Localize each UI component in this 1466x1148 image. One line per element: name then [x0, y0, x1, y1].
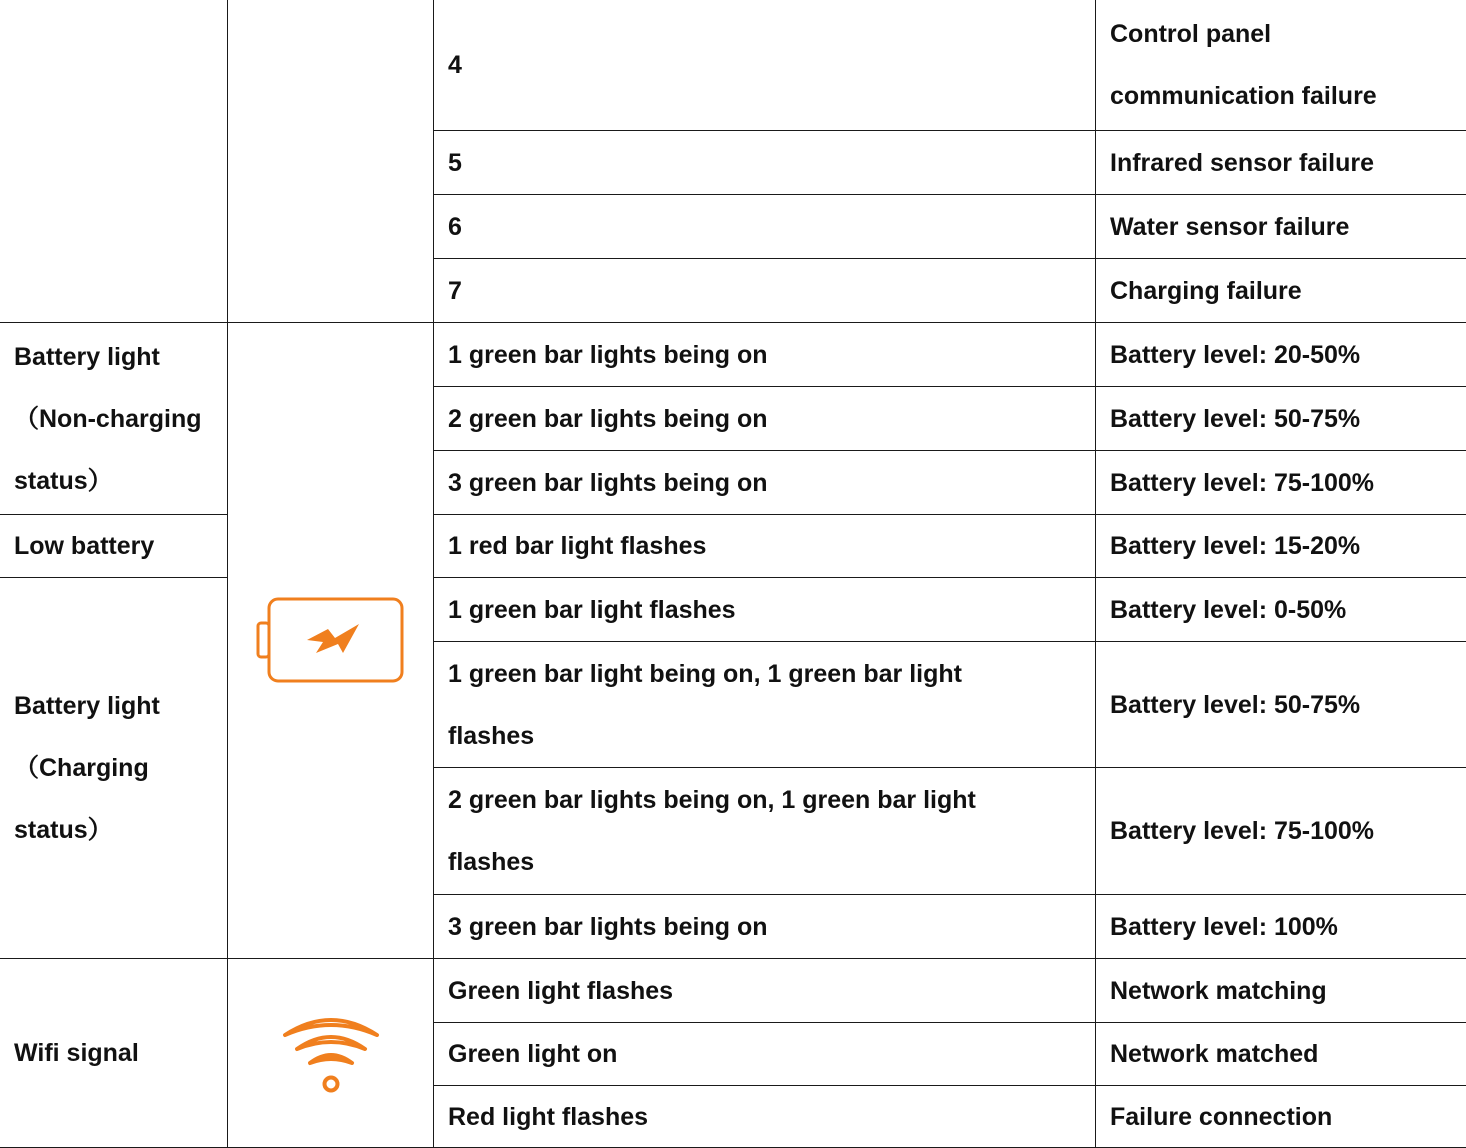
battery-state: 1 red bar light flashes: [433, 514, 1096, 578]
battery-state: 1 green bar light flashes: [433, 577, 1096, 642]
wifi-icon: [281, 1011, 381, 1095]
battery-state: 1 green bar light being on, 1 green bar light flashes: [433, 641, 1096, 768]
wifi-meaning: Network matching: [1095, 958, 1466, 1023]
battery-level: Battery level: 75-100%: [1095, 767, 1466, 895]
wifi-state: Red light flashes: [433, 1085, 1096, 1148]
table-row-code: 4: [433, 0, 1096, 131]
battery-state: 2 green bar lights being on: [433, 386, 1096, 451]
battery-level: Battery level: 50-75%: [1095, 641, 1466, 768]
battery-level: Battery level: 100%: [1095, 894, 1466, 959]
wifi-state: Green light flashes: [433, 958, 1096, 1023]
wifi-meaning: Failure connection: [1095, 1085, 1466, 1148]
battery-charging-icon: [255, 596, 407, 686]
table-row-code: 5: [433, 130, 1096, 195]
wifi-meaning: Network matched: [1095, 1022, 1466, 1086]
low-battery-label: Low battery: [0, 514, 228, 578]
table-row-desc: Control panel communication failure: [1095, 0, 1466, 131]
battery-state: 1 green bar lights being on: [433, 322, 1096, 387]
battery-icon-cell: [227, 322, 434, 959]
wifi-icon-cell: [227, 958, 434, 1148]
table-row-desc: Infrared sensor failure: [1095, 130, 1466, 195]
table-row-code: 7: [433, 258, 1096, 323]
battery-state: 2 green bar lights being on, 1 green bar light flashes: [433, 767, 1096, 895]
blank-label-cell: [0, 0, 228, 323]
wifi-label: Wifi signal: [0, 958, 228, 1148]
battery-charging-label: Battery light（Charging status）: [0, 577, 228, 959]
blank-icon-cell: [227, 0, 434, 323]
battery-level: Battery level: 15-20%: [1095, 514, 1466, 578]
table-row-code: 6: [433, 194, 1096, 259]
battery-level: Battery level: 20-50%: [1095, 322, 1466, 387]
battery-state: 3 green bar lights being on: [433, 450, 1096, 515]
table-row-desc: Water sensor failure: [1095, 194, 1466, 259]
battery-level: Battery level: 50-75%: [1095, 386, 1466, 451]
battery-level: Battery level: 75-100%: [1095, 450, 1466, 515]
table-row-desc: Charging failure: [1095, 258, 1466, 323]
battery-state: 3 green bar lights being on: [433, 894, 1096, 959]
battery-noncharging-label: Battery light（Non-charging status）: [0, 322, 228, 515]
wifi-state: Green light on: [433, 1022, 1096, 1086]
battery-level: Battery level: 0-50%: [1095, 577, 1466, 642]
